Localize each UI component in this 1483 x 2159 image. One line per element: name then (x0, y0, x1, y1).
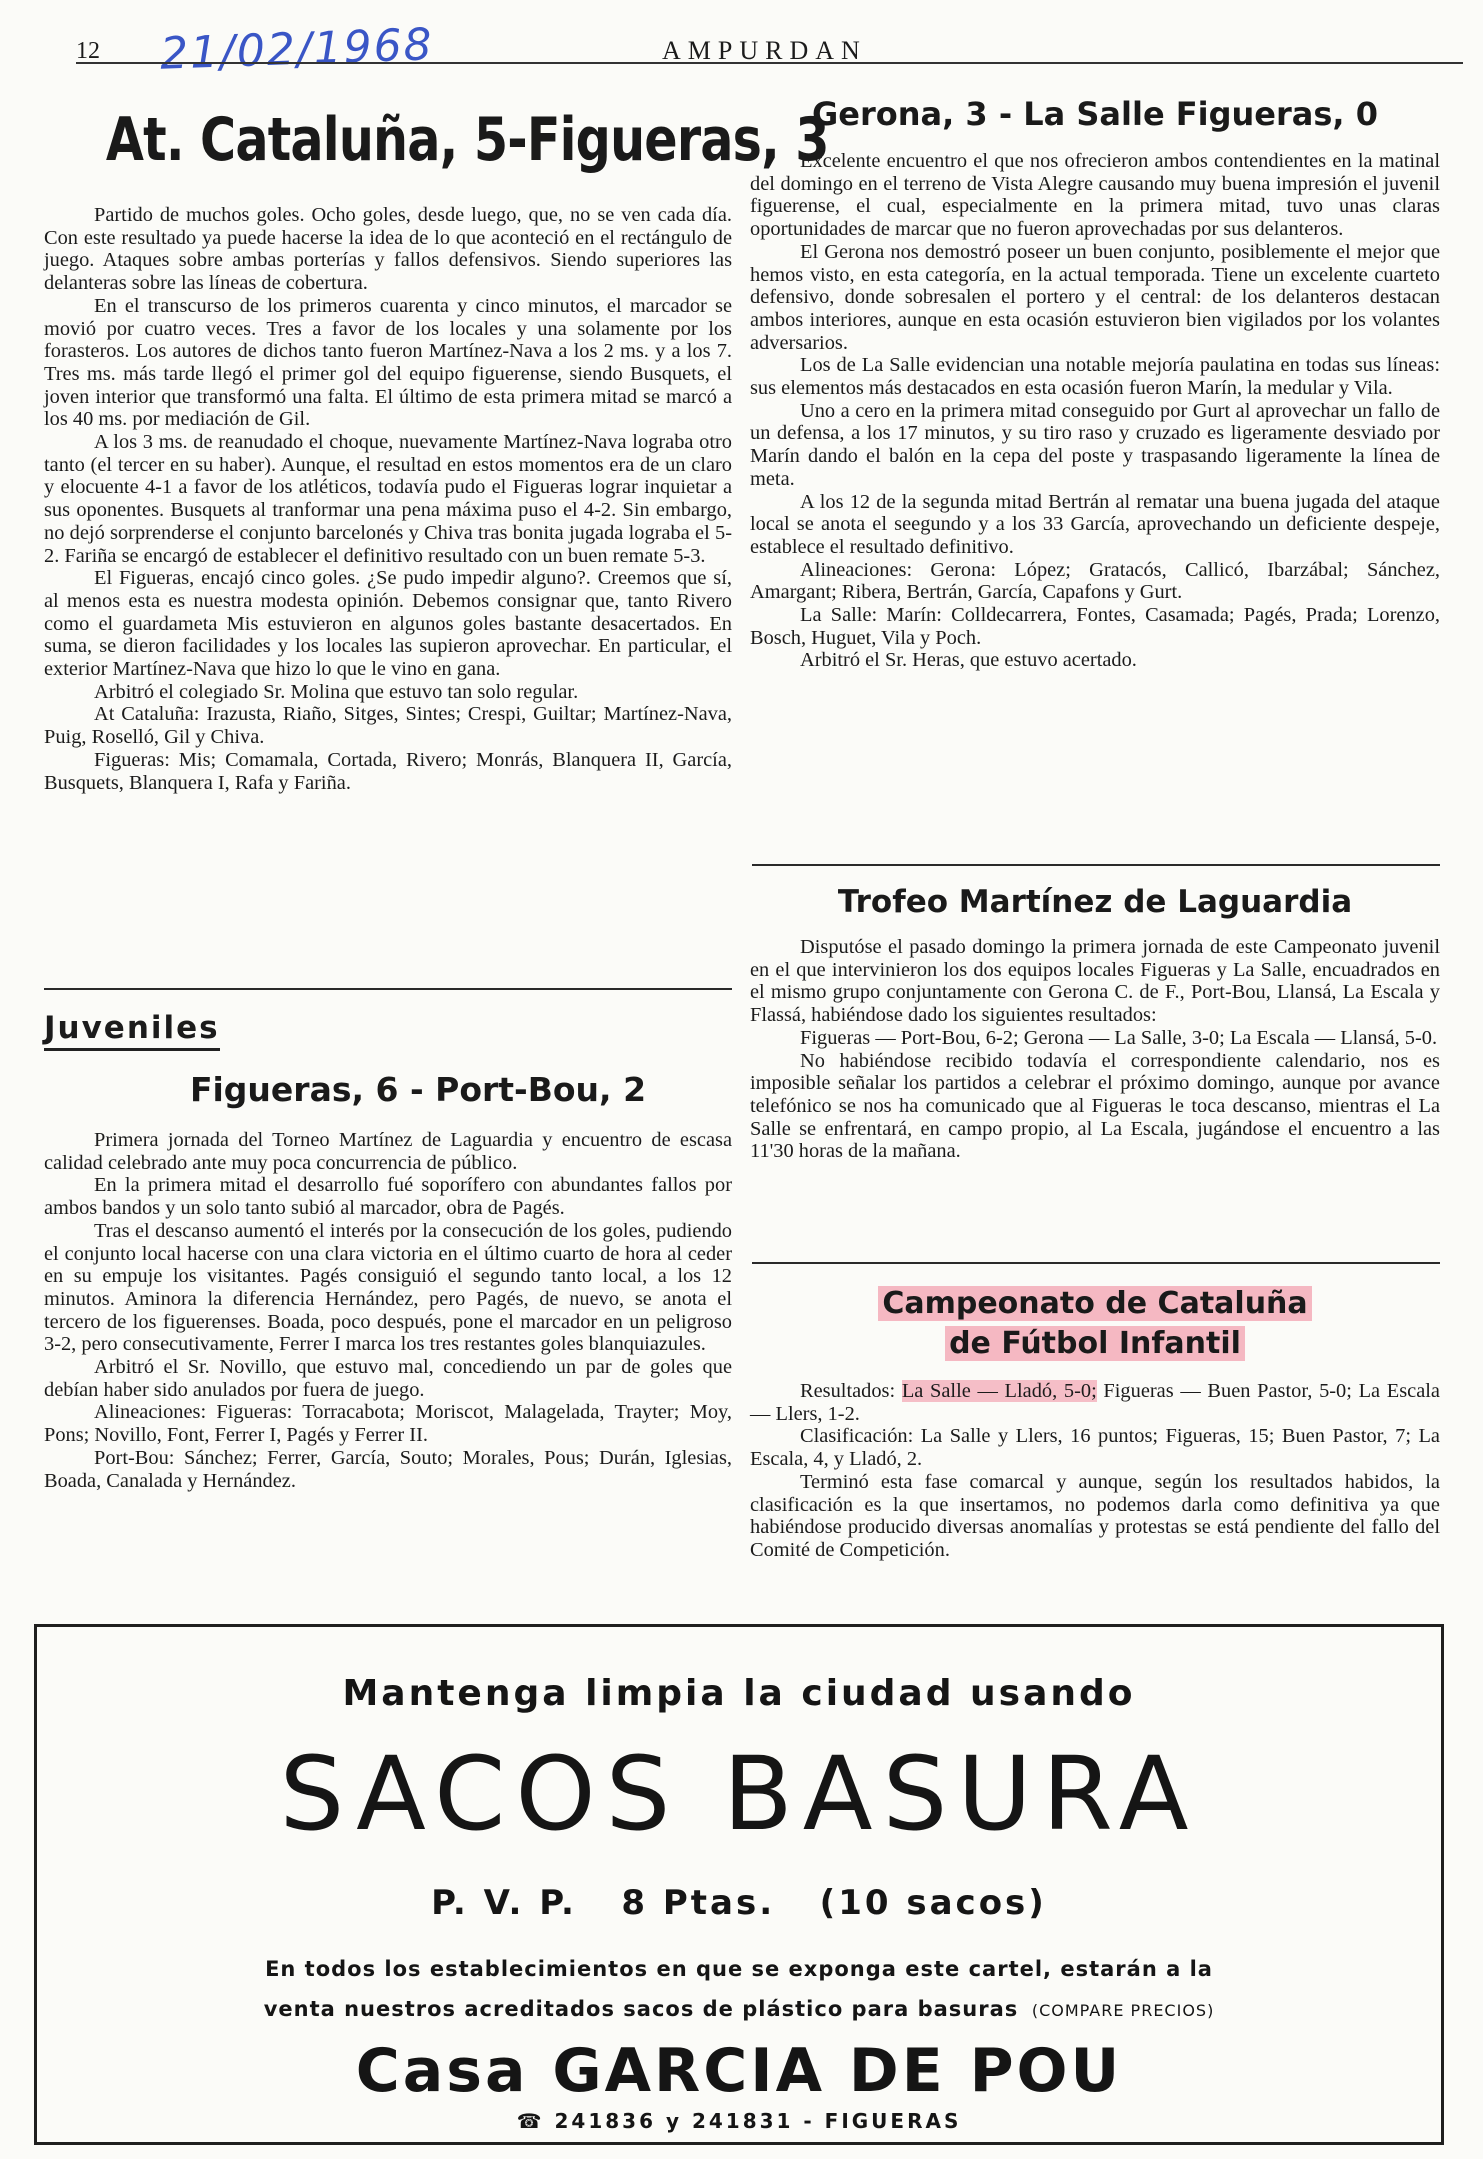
paragraph: En la primera mitad el desarrollo fué soporífero con abundantes fallos por ambos bandos y un solo tanto subió al marcador, obra de Pagés. (44, 1174, 732, 1220)
article-gerona (750, 92, 1440, 672)
paragraph: Partido de muchos goles. Ocho goles, desde luego, que, no se ven cada día. Con este resultado ya puede hacerse la idea de lo que aconteció en el rectángulo de juego. Ataques sobre ambas porterías y fallos defensivos. Siendo superiores las delanteras sobre las líneas de cobertura. (44, 204, 732, 295)
paragraph: En el transcurso de los primeros cuarenta y cinco minutos, el marcador se movió por cuatro veces. Tres a favor de los locales y una solamente por los forasteros. Los autores de dichos tanto fueron Martínez-Nava a los 2 ms. y a los 7. Tres ms. más tarde llegó el primer gol del equipo figuerense, siendo Busquets, el joven interior que transformó una falta. El último de esta primera mitad se marcó a los 40 ms. por mediación de Gil. (44, 294, 732, 431)
paragraph: Arbitró el Sr. Heras, que estuvo acertado. (800, 649, 1137, 672)
results-rest: Figueras — Buen Pastor, 5-0; La Escala — Llers, 1-2. (750, 1380, 1440, 1425)
paragraph: Uno a cero en la primera mitad conseguido por Gurt al aprovechar un fallo de un defensa, a los 17 minutos, y su tiro raso y cruzado es ligeramente desviado por Marín dando el balón en la cepa del poste y traspasando ligeramente la línea de meta. (750, 399, 1440, 490)
section-label-juveniles: Juveniles (44, 1008, 220, 1051)
ad-line-sacos-basura: SACOS BASURA (279, 1735, 1199, 1854)
paragraph: Excelente encuentro el que nos ofrecieron ambos contendientes en la matinal del domingo en el terreno de Vista Alegre causando muy buena impresión el juvenil figuerense, el cual, especialmente en la primera mitad, tuvo unas claras oportunidades de marcar que no fueron aprovechadas por sus delanteros. (750, 150, 1440, 241)
paragraph-results (750, 1380, 1440, 1425)
results-label: Resultados: (800, 1380, 896, 1402)
paragraph: Tras el descanso aumentó el interés por la consecución de los goles, pudiendo el conjunto local hacerse con una clara victoria en el último cuarto de hora al ceder en su empuje los visitantes. Pagés consiguió el segundo tanto local, a los 12 minutos. Aminora la diferencia Hernández, pero Pagés, de nuevo, se anota el tercero de los figuerenses. Boada, poco después, pone el marcador en un peligroso 3-2, pero consecutivamente, Ferrer I marca los tres restantes goles blanquiazules. (44, 1219, 732, 1356)
paragraph: Port-Bou: Sánchez; Ferrer, García, Souto; Morales, Pous; Durán, Iglesias, Boada, Canalada y Hernández. (44, 1446, 732, 1492)
headline-figueras-portbou: Figueras, 6 - Port-Bou, 2 (189, 1070, 647, 1109)
results-highlight: La Salle — Lladó, 5-0; (901, 1380, 1097, 1402)
headline-infantil-line2: de Fútbol Infantil (945, 1326, 1245, 1361)
ad-line-info-2 (37, 1997, 1441, 2021)
ad-line-slogan: Mantenga limpia la ciudad usando (342, 1673, 1136, 1714)
section-divider (752, 1262, 1440, 1264)
section-divider (752, 864, 1440, 866)
section-divider (44, 988, 732, 990)
section-juveniles (44, 1008, 732, 1492)
paragraph: Alineaciones: Figueras: Torracabota; Moriscot, Malagelada, Trayter; Moy, Pons; Novillo, Font, Ferrer I, Pagés y Ferrer II. (44, 1401, 732, 1447)
ad-line-info-2-text: venta nuestros acreditados sacos de plástico para basuras (263, 1997, 1019, 2021)
headline-trofeo: Trofeo Martínez de Laguardia (837, 884, 1353, 920)
paragraph: Arbitró el Sr. Novillo, que estuvo mal, concediendo un par de goles que debían haber sido anulados por fuera de juego. (44, 1356, 732, 1401)
advertisement-box (34, 1624, 1444, 2145)
headline-infantil-line1: Campeonato de Cataluña (878, 1286, 1311, 1321)
page-number: 12 (76, 38, 100, 64)
paragraph: Disputóse el pasado domingo la primera jornada de este Campeonato juvenil en el que intervinieron los dos equipos locales Figueras y La Salle, encuadrados en el mismo grupo conjuntamente con Gerona C. de F., Port-Bou, Llansá, La Escala y Flassá, habiéndose dado los siguientes resultados: (750, 936, 1440, 1027)
page-header (0, 0, 1483, 80)
article-trofeo (750, 880, 1440, 1163)
ad-line-shop-name: Casa GARCIA DE POU (355, 2036, 1123, 2106)
header-rule (76, 62, 1463, 64)
paragraph: El Gerona nos demostró poseer un buen conjunto, posiblemente el mejor que hemos visto, en esta categoría, en la actual temporada. Tiene un excelente cuarteto defensivo, donde sobresalen el portero y el central: de los delanteros destacan ambos interiores, aunque en esta ocasión estuvieron bien vigilados por los volantes adversarios. (750, 240, 1440, 354)
article-infantil (750, 1284, 1440, 1562)
headline-infantil (750, 1284, 1440, 1364)
paragraph: A los 3 ms. de reanudado el choque, nuevamente Martínez-Nava lograba otro tanto (el tercer en su haber). Aunque, el resultad en estos momentos era de un claro y elocuente 4-1 a favor de los atléticos, todavía pudo el Figueras lograr inquietar a sus oponentes. Busquets al tranformar una pena máxima puso el 4-2. Sin embargo, no dejó sorprenderse el conjunto barcelonés y Chiva tras bonita jugada lograba el 5-2. Fariña se encargó de establecer el definitivo resultado con un buen remate 5-3. (44, 431, 732, 567)
paragraph: Clasificación: La Salle y Llers, 16 puntos; Figueras, 15; Buen Pastor, 7; La Escala, 4, y Lladó, 2. (750, 1425, 1440, 1471)
paragraph: La Salle: Marín: Colldecarrera, Fontes, Casamada; Pagés, Prada; Lorenzo, Bosch, Huguet, Vila y Poch. (750, 604, 1440, 649)
headline-gerona: Gerona, 3 - La Salle Figueras, 0 (812, 95, 1378, 133)
article-cataluna (44, 88, 829, 794)
paragraph: A los 12 de la segunda mitad Bertrán al rematar una buena jugada del ataque local se anota el seegundo y a los 33 García, aprovechando un deficiente despeje, establece el resultado definitivo. (750, 490, 1440, 558)
paragraph: Alineaciones: Gerona: López; Gratacós, Callicó, Ibarzábal; Sánchez, Amargant; Ribera, Bertrán, García, Capafons y Gurt. (750, 558, 1440, 604)
paragraph: Los de La Salle evidencian una notable mejoría paulatina en todas sus líneas: sus elementos más destacados en esta ocasión fueron Marín, la medular y Vila. (750, 354, 1440, 400)
paragraph: No habiéndose recibido todavía el correspondiente calendario, nos es imposible señalar los partidos a celebrar el próximo domingo, aunque por avance telefónico se nos ha comunicado que al Figueras le toca descanso, mientras el La Salle se enfrentará, en campo propio, al La Escala, jugándose el encuentro a las 11'30 horas de la mañana. (750, 1049, 1440, 1163)
paragraph: Terminó esta fase comarcal y aunque, según los resultados habidos, la clasificación es la que insertamos, no podemos darla como definitiva ya que habiéndose producido diversas anomalías y protestas se está pendiente del fallo del Comité de Competición. (750, 1470, 1440, 1561)
handwritten-date: 21/02/1968 (159, 19, 435, 80)
paragraph: Primera jornada del Torneo Martínez de Laguardia y encuentro de escasa calidad celebrado ante muy poca concurrencia de público. (44, 1129, 732, 1174)
paragraph: El Figueras, encajó cinco goles. ¿Se pudo impedir alguno?. Creemos que sí, al menos esta es nuestra modesta opinión. Debemos consignar que, tanto Rivero como el guardameta Mis estuvieron en algunos goles bastante desacertados. En suma, se dieron facilidades y los locales las supieron aprovechar. En particular, el exterior Martínez-Nava que hizo lo que le vino en gana. (44, 567, 732, 681)
paragraph: At Cataluña: Irazusta, Riaño, Sitges, Sintes; Crespi, Guiltar; Martínez-Nava, Puig, Roselló, Gil y Chiva. (44, 703, 732, 749)
ad-compare-prices: (COMPARE PRECIOS) (1031, 2001, 1215, 2020)
paragraph: Figueras: Mis; Comamala, Cortada, Rivero; Monrás, Blanquera II, García, Busquets, Blanquera I, Rafa y Fariña. (44, 748, 732, 794)
headline-cataluna: At. Cataluña, 5-Figueras, 3 (105, 105, 829, 175)
paragraph: Figueras — Port-Bou, 6-2; Gerona — La Salle, 3-0; La Escala — Llansá, 5-0. (800, 1026, 1438, 1049)
paragraph: Arbitró el colegiado Sr. Molina que estuvo tan solo regular. (94, 680, 579, 703)
ad-line-price: P. V. P. 8 Ptas. (10 sacos) (431, 1883, 1047, 1923)
newspaper-name: AMPURDAN (662, 36, 867, 65)
ad-line-info-1: En todos los establecimientos en que se exponga este cartel, estarán a la (265, 1957, 1213, 1981)
ad-line-phone: ☎ 241836 y 241831 - FIGUERAS (516, 2109, 962, 2133)
